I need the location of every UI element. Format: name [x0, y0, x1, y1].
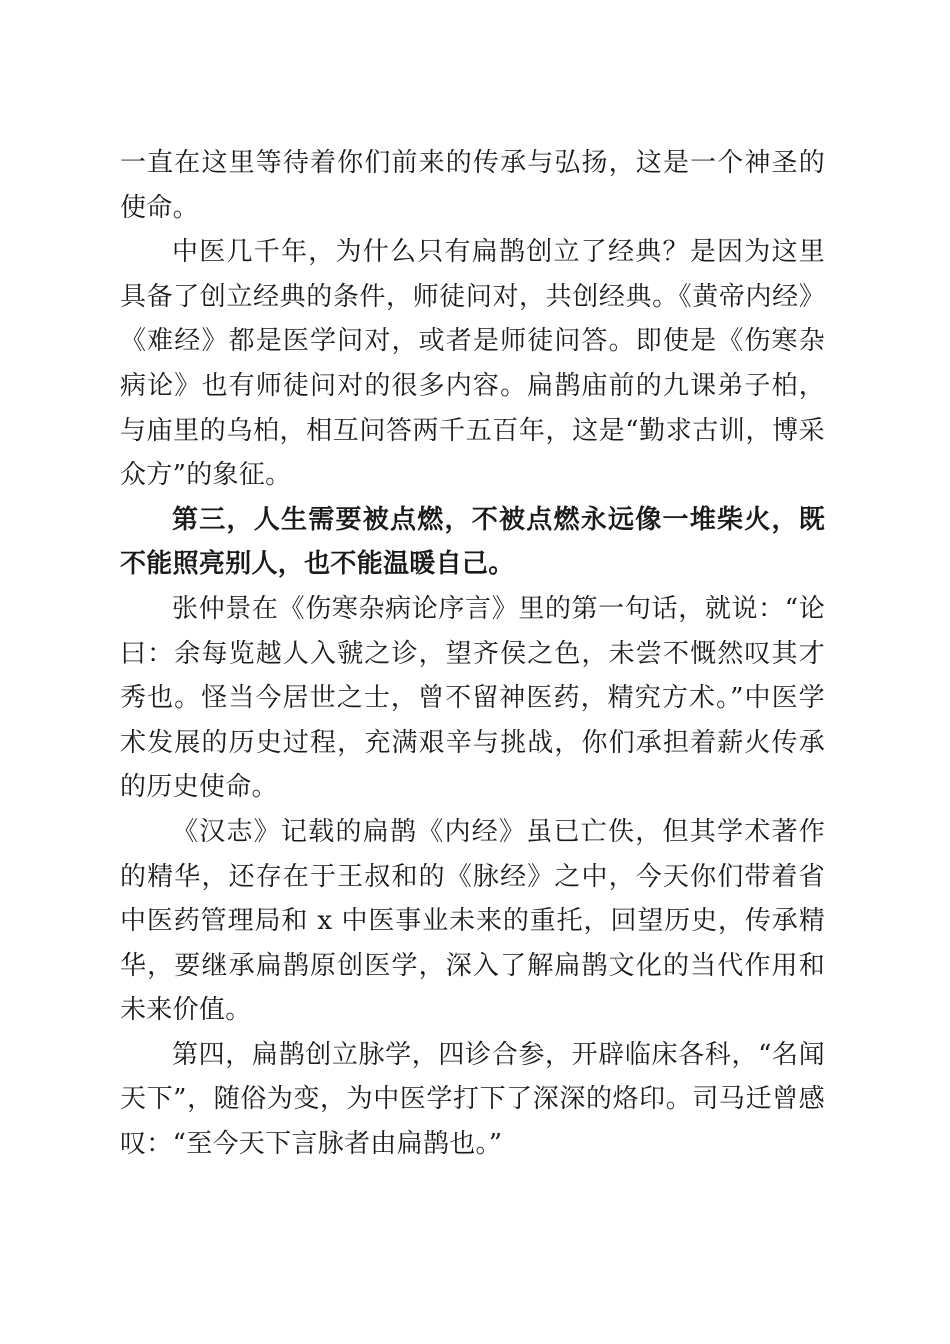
- paragraph-point-four: 第四，扁鹊创立脉学，四诊合参，开辟临床各科，“名闻天下”，随俗为变，为中医学打下了深深的烙印。司马迁曾感叹：“至今天下言脉者由扁鹊也。”: [120, 1039, 825, 1160]
- paragraph-continued-intro: 一直在这里等待着你们前来的传承与弘扬，这是一个神圣的使命。: [120, 148, 825, 223]
- paragraph-zhang-zhongjing: 张仲景在《伤寒杂病论序言》里的第一句话，就说：“论曰：余每览越人入虢之诊，望齐侯之色，未尝不慨然叹其才秀也。怪当今居世之士，曾不留神医药，精究方术。”中医学术发展的历史过程，充满艰辛与挑战，你们承担着薪火传承的历史使命。: [120, 593, 825, 803]
- paragraph-classics: 中医几千年，为什么只有扁鹊创立了经典？是因为这里具备了创立经典的条件，师徒问对，共创经典。《黄帝内经》《难经》都是医学问对，或者是师徒问答。即使是《伤寒杂病论》也有师徒问对的很多内容。扁鹊庙前的九课弟子柏，与庙里的乌柏，相互问答两千五百年，这是“勤求古训，博采众方”的象征。: [120, 237, 825, 491]
- paragraph-point-three-heading: 第三，人生需要被点燃，不被点燃永远像一堆柴火，既不能照亮别人，也不能温暖自己。: [120, 504, 825, 580]
- paragraph-han-zhi: 《汉志》记载的扁鹊《内经》虽已亡佚，但其学术著作的精华，还存在于王叔和的《脉经》之中，今天你们带着省中医药管理局和 x 中医事业未来的重托，回望历史，传承精华，要继承扁鹊原创医学，深入了解扁鹊文化的当代作用和未来价值。: [120, 816, 825, 1026]
- document-body: [120, 141, 825, 1167]
